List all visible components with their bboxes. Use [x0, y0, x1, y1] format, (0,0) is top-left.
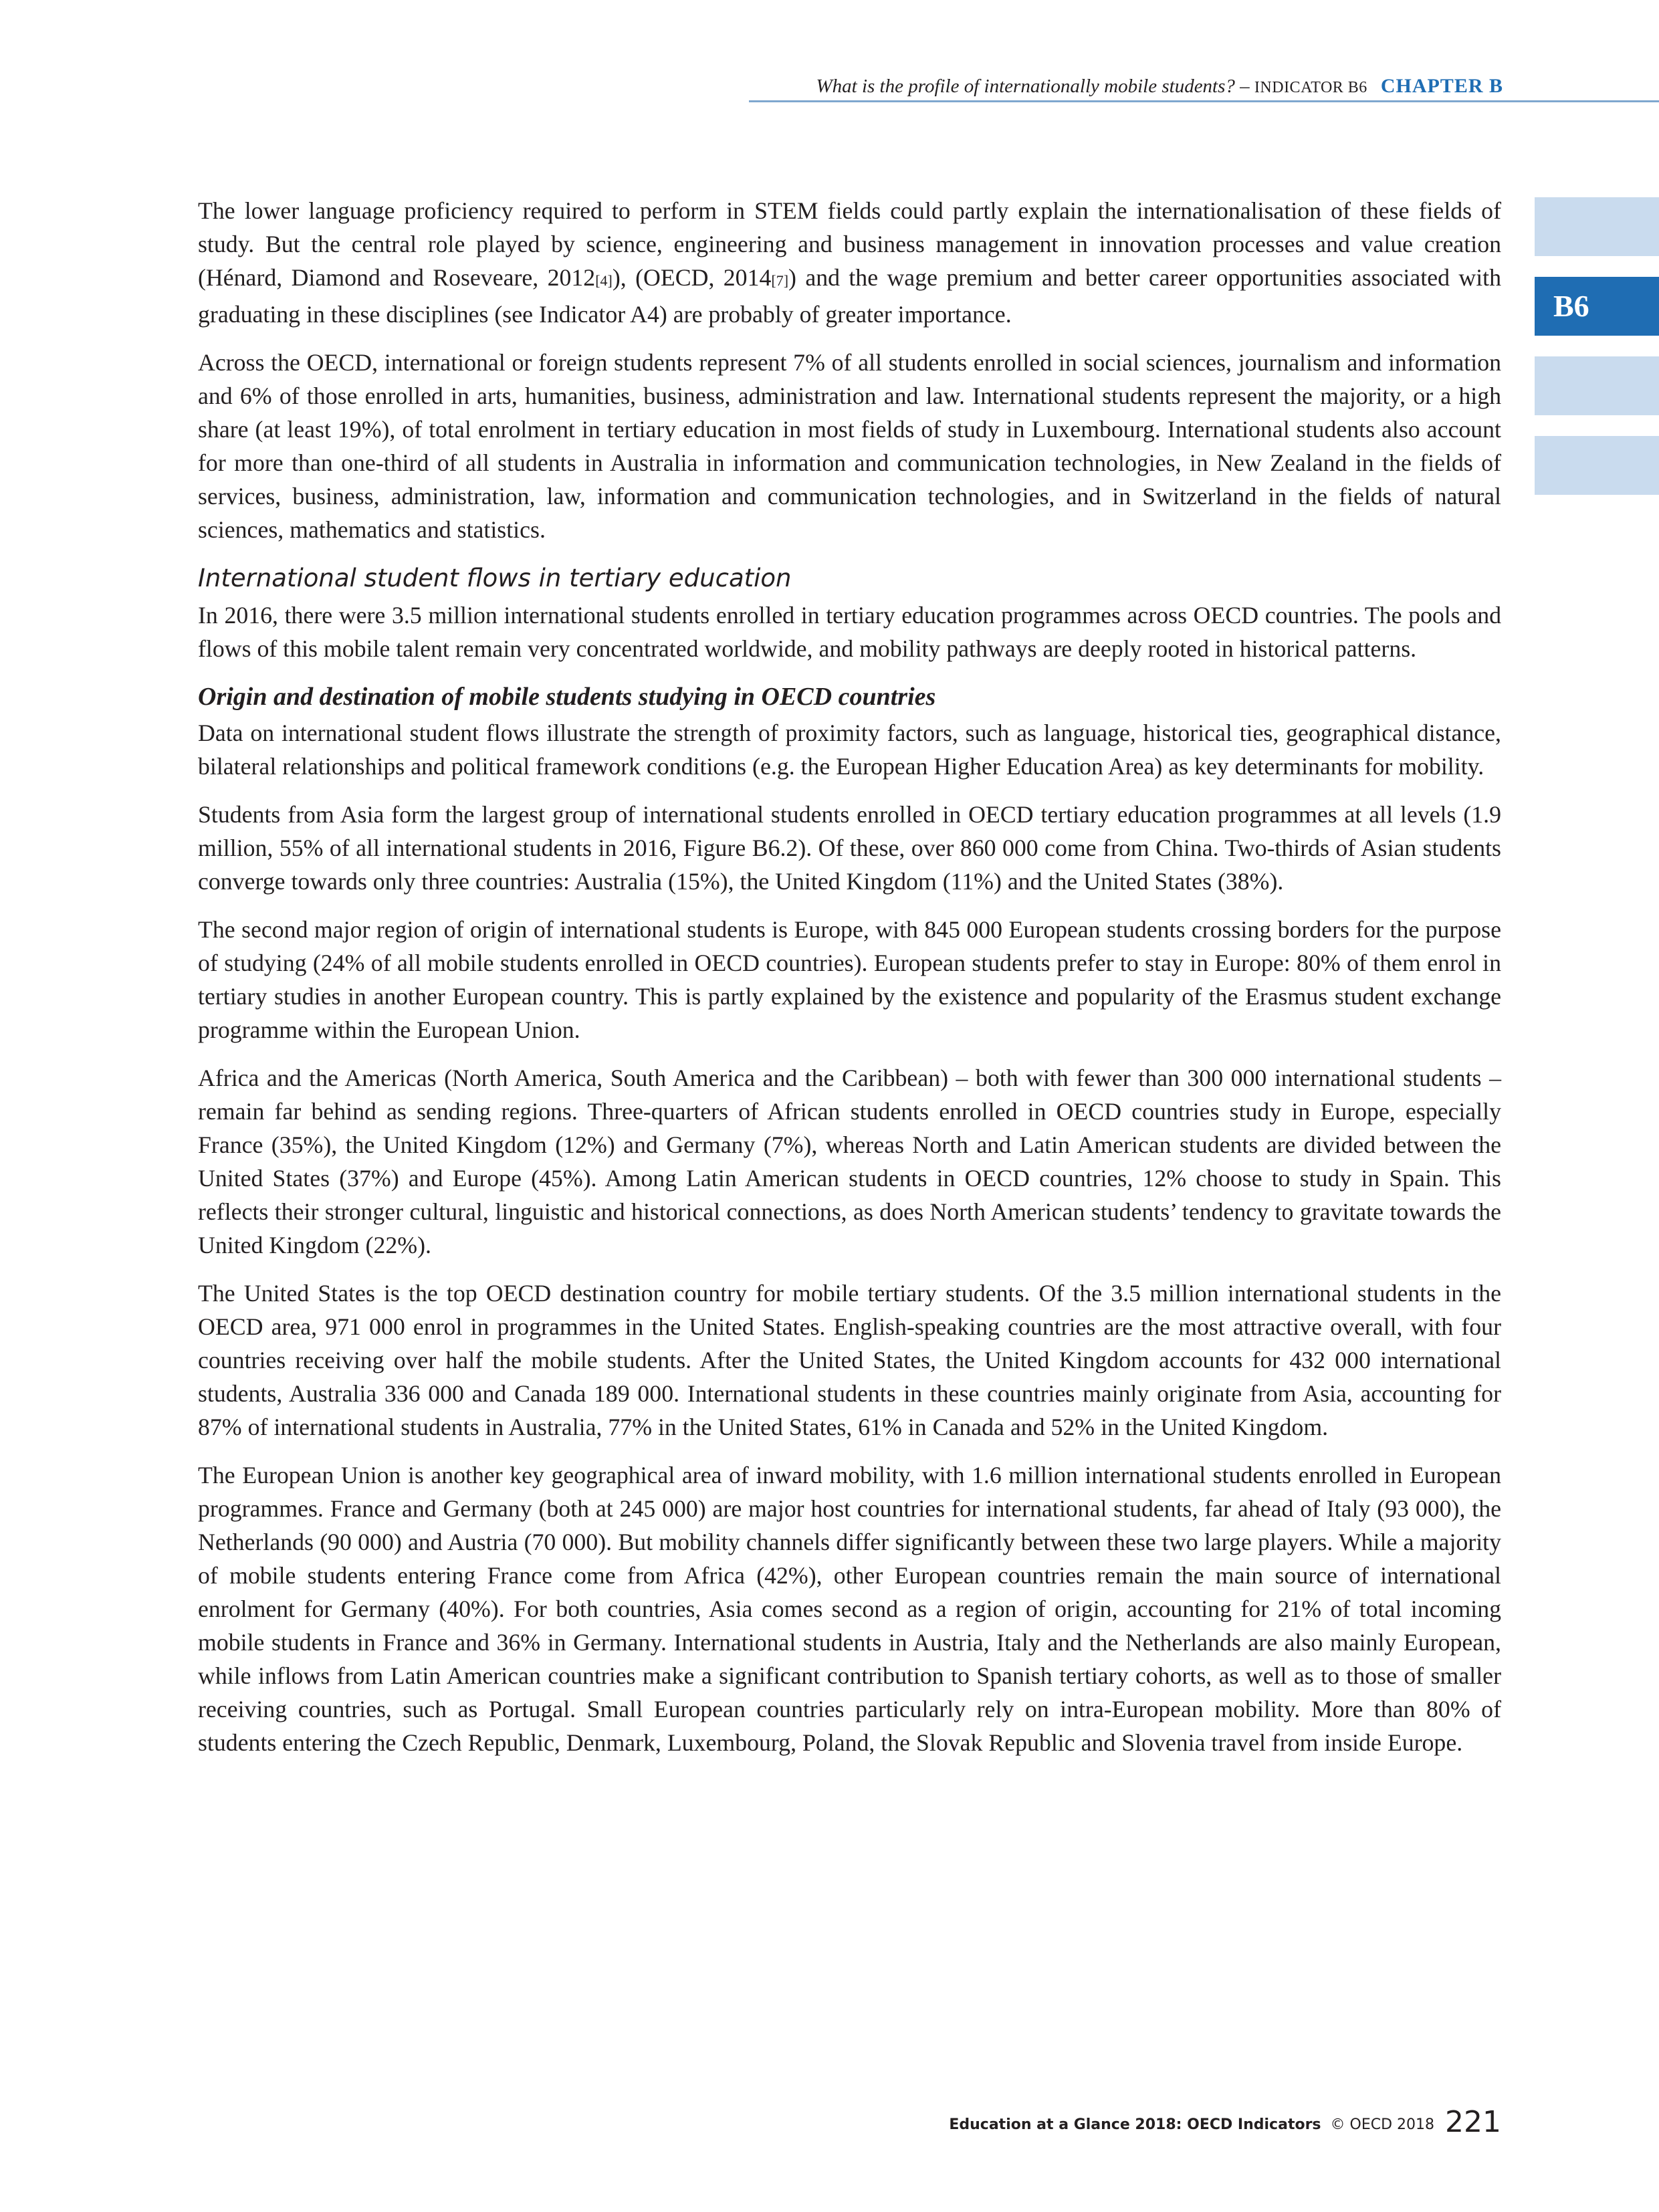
- header-indicator: INDICATOR B6: [1254, 79, 1367, 96]
- tab-next: [1535, 356, 1659, 415]
- page-footer: [949, 2105, 1501, 2139]
- tab-next-2: [1535, 436, 1659, 495]
- body-text: [198, 194, 1501, 1774]
- paragraph-1-text-a: The lower language proficiency required to perform in STEM fields could partly explain the internationalisation of these fields of study. But the central role played by science, engineering and business management in innovation processes and value creation (Hénard, Diamond and Roseveare, 2012: [198, 197, 1501, 291]
- page-number: 221: [1445, 2105, 1501, 2139]
- paragraph-5: Students from Asia form the largest group of international students enrolled in OECD tertiary education programmes at all levels (1.9 million, 55% of all international students in 2016, Figure B6.2). Of these, over 860 000 come from China. Two-thirds of Asian students converge towards only three countries: Australia (15%), the United Kingdom (11%) and the United States (38%).: [198, 801, 1501, 895]
- paragraph-1: [198, 194, 1501, 331]
- paragraph-9: The European Union is another key geographical area of inward mobility, with 1.6 million international students enrolled in European programmes. France and Germany (both at 245 000) are major host countries for international students, far ahead of Italy (93 000), the Netherlands (90 000) and Austria (70 000). But mobility channels differ significantly between these two large players. While a majority of mobile students entering France come from Africa (42%), other European countries remain the main source of international enrolment for Germany (40%). For both countries, Asia comes second as a region of origin, accounting for 21% of total incoming mobile students in France and 36% in Germany. International students in Austria, Italy and the Netherlands are also mainly European, while inflows from Latin American countries make a significant contribution to Spanish tertiary cohorts, as well as to those of smaller receiving countries, such as Portugal. Small European countries particularly rely on intra-European mobility. More than 80% of students entering the Czech Republic, Denmark, Luxembourg, Poland, the Slovak Republic and Slovenia travel from inside Europe.: [198, 1462, 1501, 1756]
- paragraph-8: The United States is the top OECD destination country for mobile tertiary students. Of the 3.5 million international students in the OECD area, 971 000 enrol in programmes in the United States. English-speaking countries are the most attractive overall, with four countries receiving over half the mobile students. After the United States, the United Kingdom accounts for 432 000 international students, Australia 336 000 and Canada 189 000. International students in these countries mainly originate from Asia, accounting for 87% of international students in Australia, 77% in the United States, 61% in Canada and 52% in the United Kingdom.: [198, 1280, 1501, 1440]
- chapter-tabs: [1535, 197, 1659, 516]
- paragraph-4: Data on international student flows illustrate the strength of proximity factors, such as language, historical ties, geographical distance, bilateral relationships and political framework conditions (e.g. the European Higher Education Area) as key determinants for mobility.: [198, 720, 1501, 780]
- running-header: [602, 75, 1659, 102]
- header-title: What is the profile of internationally mobile students?: [816, 76, 1235, 97]
- paragraph-3: In 2016, there were 3.5 million international students enrolled in tertiary education programmes across OECD countries. The pools and flows of this mobile talent remain very concentrated worldwide, and mobility pathways are deeply rooted in historical patterns.: [198, 602, 1501, 662]
- header-rule: [749, 100, 1659, 102]
- tab-b6: B6: [1535, 277, 1659, 336]
- paragraph-1-text-c: ) and the wage premium and better career opportunities associated with graduating in these disciplines (see Indicator A4) are probably of greater importance.: [198, 264, 1501, 328]
- paragraph-2: Across the OECD, international or foreign students represent 7% of all students enrolled in social sciences, journalism and information and 6% of those enrolled in arts, humanities, business, administration and law. International students represent the majority, or a high share (at least 19%), of total enrolment in tertiary education in most fields of study in Luxembourg. International students also account for more than one-third of all students in Australia in information and communication technologies, in New Zealand in the fields of services, business, administration, law, information and communication technologies, and in Switzerland in the fields of natural sciences, mathematics and statistics.: [198, 349, 1501, 543]
- header-chapter: CHAPTER B: [1380, 75, 1503, 97]
- subsection-heading: Origin and destination of mobile students studying in OECD countries: [198, 683, 936, 711]
- header-separator: –: [1234, 76, 1254, 97]
- footer-publication: Education at a Glance 2018: OECD Indicators: [949, 2116, 1321, 2133]
- footer-copyright: © OECD 2018: [1330, 2116, 1435, 2133]
- reference-7: [7]: [771, 272, 789, 289]
- paragraph-1-text-b: ), (OECD, 2014: [612, 264, 772, 291]
- header-text: [816, 75, 1504, 98]
- tab-previous: [1535, 197, 1659, 256]
- paragraph-7: Africa and the Americas (North America, South America and the Caribbean) – both with fewer than 300 000 international students – remain far behind as sending regions. Three-quarters of African students enrolled in OECD countries study in Europe, especially France (35%), the United Kingdom (12%) and Germany (7%), whereas North and Latin American students are divided between the United States (37%) and Europe (45%). Among Latin American students in OECD countries, 12% choose to study in Spain. This reflects their stronger cultural, linguistic and historical connections, as does North American students’ tendency to gravitate towards the United Kingdom (22%).: [198, 1065, 1501, 1258]
- section-heading: International student flows in tertiary education: [198, 564, 792, 592]
- reference-4: [4]: [595, 272, 613, 289]
- paragraph-6: The second major region of origin of international students is Europe, with 845 000 European students crossing borders for the purpose of studying (24% of all mobile students enrolled in OECD countries). European students prefer to stay in Europe: 80% of them enrol in tertiary studies in another European country. This is partly explained by the existence and popularity of the Erasmus student exchange programme within the European Union.: [198, 916, 1501, 1043]
